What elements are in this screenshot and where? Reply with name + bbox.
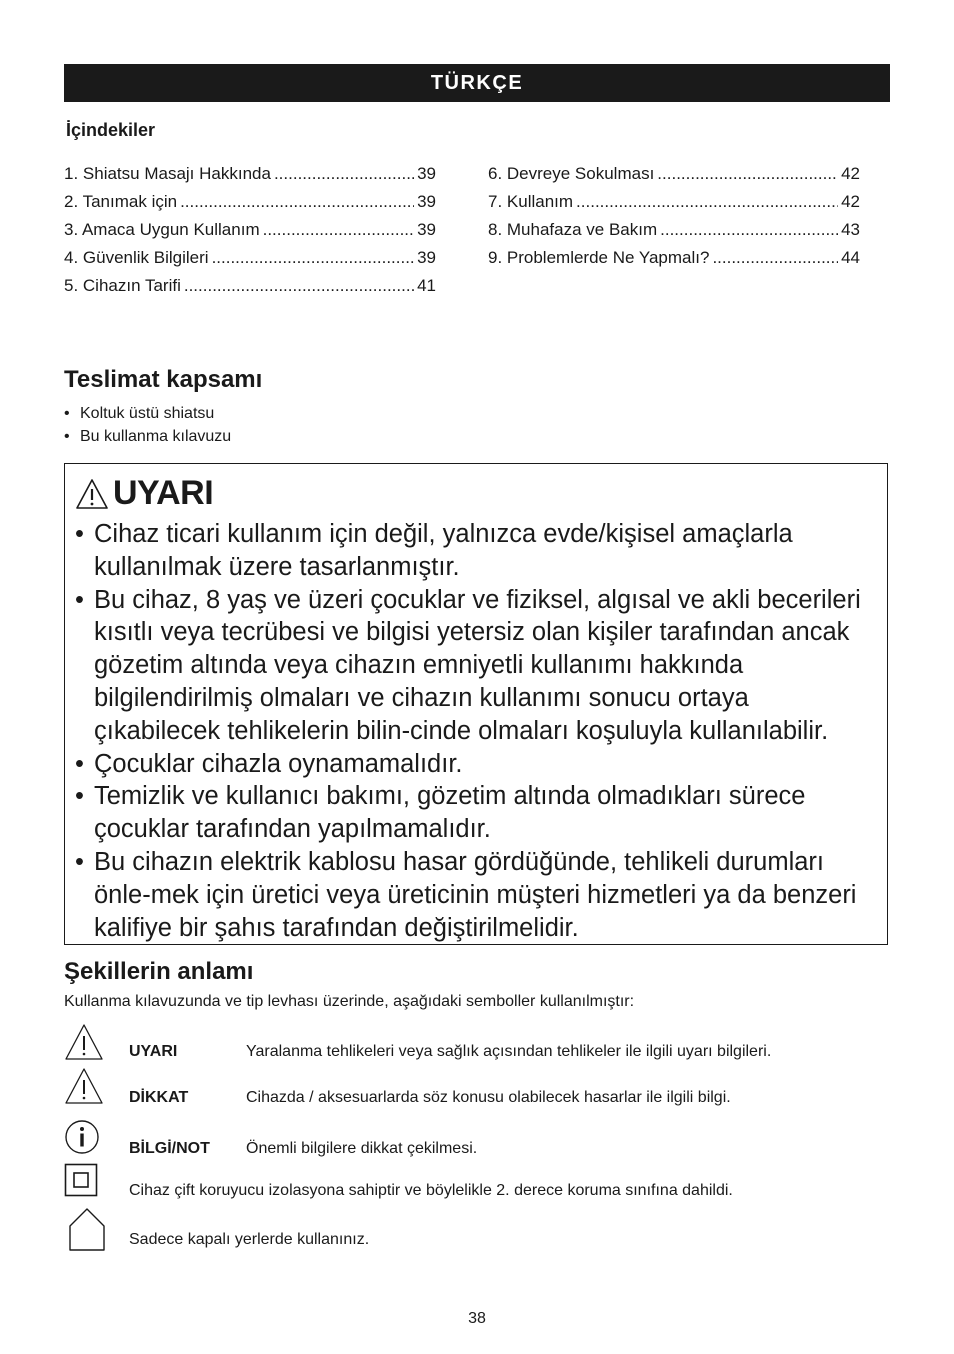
symbol-row-caution (64, 1066, 894, 1106)
toc-entry[interactable]: 3. Amaca Uygun Kullanım ..... 39 (64, 220, 436, 248)
warning-title-label: UYARI (113, 474, 214, 512)
toc-right-column (488, 164, 860, 276)
toc-entry[interactable]: 7. Kullanım ..... 42 (488, 192, 860, 220)
warning-item: • Temizlik ve kullanıcı bakımı, gözetim altında olmadıkları sürece çocuklar tarafından yapılmamalıdır. (75, 782, 806, 844)
scope-heading: Teslimat kapsamı (64, 366, 263, 393)
symbol-description: Cihazda / aksesuarlarda söz konusu olabilecek hasarlar ile ilgili bilgi. (246, 1089, 731, 1106)
symbol-row-indoor (64, 1206, 894, 1246)
toc-entry[interactable]: 8. Muhafaza ve Bakım ..... 43 (488, 220, 860, 248)
symbol-row-warning (64, 1022, 894, 1062)
info-icon (64, 1119, 100, 1155)
symbol-row-double-insulation (64, 1163, 894, 1203)
warning-list (75, 518, 881, 944)
warning-box (64, 463, 888, 945)
language-header (64, 64, 890, 102)
indoor-house-icon (64, 1206, 110, 1252)
warning-item: • Cihaz ticari kullanım için değil, yalnızca evde/kişisel amaçlarla kullanılmak üzere tasarlanmıştır. (75, 520, 793, 581)
toc-entry[interactable]: 2. Tanımak için ..... 39 (64, 192, 436, 220)
list-item: • Bu kullanma kılavuzu (64, 428, 232, 445)
toc-title: İçindekiler (66, 120, 156, 140)
toc-left-column (64, 164, 436, 304)
symbol-name: DİKKAT (129, 1089, 189, 1106)
warning-item: • Çocuklar cihazla oynamamalıdır. (75, 749, 463, 778)
toc-entry[interactable]: 1. Shiatsu Masajı Hakkında ..... 39 (64, 164, 436, 192)
caution-triangle-icon (64, 1066, 104, 1106)
symbol-description: Yaralanma tehlikeleri veya sağlık açısından tehlikeler ile ilgili uyarı bilgileri. (246, 1043, 772, 1060)
symbol-description: Sadece kapalı yerlerde kullanınız. (129, 1231, 370, 1248)
language-label: TÜRKÇE (430, 71, 524, 94)
symbol-description: Cihaz çift koruyucu izolasyona sahiptir ve böylelikle 2. derece koruma sınıfına dahildi. (129, 1182, 733, 1199)
toc-entry[interactable]: 6. Devreye Sokulması ..... 42 (488, 164, 860, 192)
symbol-name: UYARI (129, 1043, 178, 1060)
warning-triangle-icon (64, 1022, 104, 1062)
symbol-description: Önemli bilgilere dikkat çekilmesi. (246, 1140, 478, 1157)
toc-entry[interactable]: 4. Güvenlik Bilgileri ..... 39 (64, 248, 436, 276)
symbols-heading: Şekillerin anlamı (64, 958, 254, 985)
scope-list (64, 402, 231, 448)
symbol-name: BİLGİ/NOT (129, 1140, 210, 1157)
warning-title (75, 474, 213, 513)
warning-item: • Bu cihazın elektrik kablosu hasar gördüğünde, tehlikeli durumları önle-mek için üretici veya üreticinin müşteri hizmetleri ya da benzeri kalifiye bir şahıs tarafından değiştirilmelidir. (75, 847, 857, 942)
symbols-intro: Kullanma kılavuzunda ve tip levhası üzerinde, aşağıdaki semboller kullanılmıştır: (64, 993, 635, 1010)
toc-entry[interactable]: 9. Problemlerde Ne Yapmalı? ..... 44 (488, 248, 860, 276)
double-insulation-icon (64, 1163, 98, 1197)
warning-triangle-icon (75, 478, 109, 510)
page-number: 38 (468, 1310, 486, 1327)
warning-item: • Bu cihaz, 8 yaş ve üzeri çocuklar ve fiziksel, algısal ve akli becerileri kısıtlı veya tecrübesi ve bilgisi yetersiz olan kişiler tarafından ancak gözetim altında veya cihazın emniyetli kullanımı hakkında bilgilendirilmiş olmaları ve cihazın kullanımı sonucu ortaya çıkabilecek tehlikelerin bilin-cinde olmaları koşuluyla kullanılabilir. (75, 585, 861, 745)
list-item: • Koltuk üstü shiatsu (64, 405, 215, 422)
symbol-row-info (64, 1119, 894, 1159)
toc-entry[interactable]: 5. Cihazın Tarifi ..... 41 (64, 276, 436, 304)
